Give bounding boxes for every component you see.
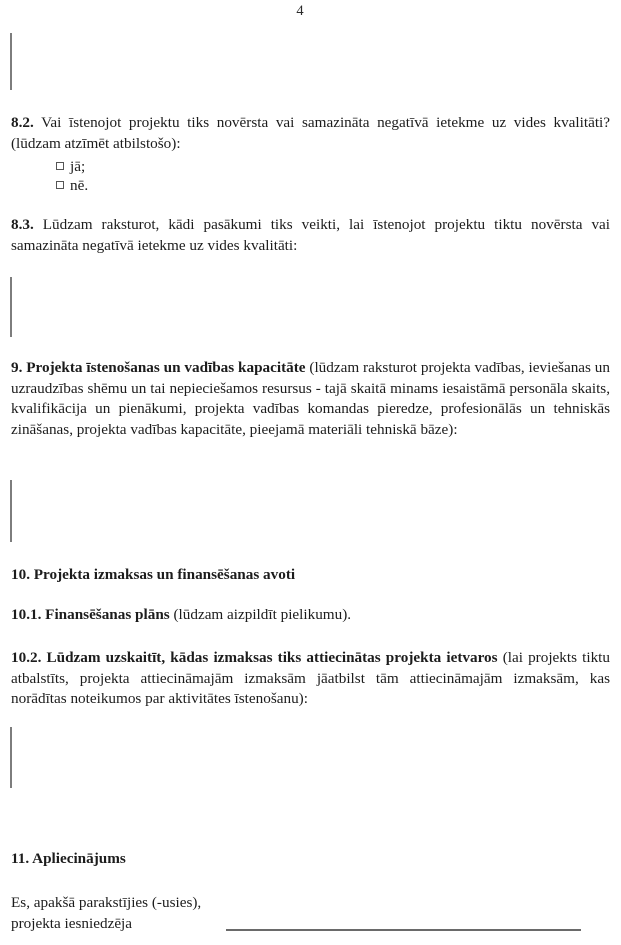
section-10-1-text [11, 605, 610, 626]
option-ja[interactable] [56, 158, 88, 177]
section-8-2-options [56, 158, 88, 195]
section-10-1-heading: 10.1. Finansēšanas plāns [11, 606, 170, 623]
section-10-2-heading: 10.2. Lūdzam uzskaitīt, kādas izmaksas tiks attiecinātas projekta ietvaros [11, 649, 498, 666]
answer-box-9[interactable] [10, 480, 12, 542]
answer-box-8-1[interactable] [10, 33, 12, 90]
answer-box-8-3[interactable] [10, 277, 12, 337]
signature-line[interactable] [226, 929, 581, 931]
option-ja-label: jā; [70, 158, 86, 175]
section-9-heading: 9. Projekta īstenošanas un vadības kapacitāte [11, 359, 306, 376]
section-11-text [11, 849, 610, 870]
declaration-line-1: Es, apakšā parakstījies (-usies), [11, 894, 202, 911]
section-8-2-body: Vai īstenojot projektu tiks novērsta vai samazināta negatīvā ietekme uz vides kvalitāti? (lūdzam atzīmēt atbilstošo): [11, 114, 610, 152]
checkbox-empty-icon[interactable] [56, 181, 64, 189]
section-10-2-text [11, 648, 610, 710]
answer-box-10-2[interactable] [10, 727, 12, 788]
section-10-heading: 10. Projekta izmaksas un finansēšanas avoti [11, 566, 296, 583]
declaration-line-2: projekta iesniedzēja [11, 915, 133, 932]
section-9-text [11, 358, 610, 440]
section-8-3-text [11, 215, 610, 256]
section-8-2-number: 8.2. [11, 114, 34, 131]
option-ne-label: nē. [70, 176, 89, 194]
section-8-3-number: 8.3. [11, 216, 34, 233]
section-11-heading: 11. Apliecinājums [11, 850, 126, 867]
section-10-text [11, 565, 610, 586]
section-8-2-text [11, 113, 610, 154]
section-9-body: (lūdzam raksturot projekta vadības, ieviešanas un uzraudzības shēmu un tai nepieciešamos resursus - tajā skaitā minams iesaistāmā personāla skaits, kvalifikācija un pienākumi, projekta vadības komandas pieredze, profesionālās un tehniskās zināšanas, projekta vadības kapacitāte, pieejamā materiāli tehniskā bāze): [11, 359, 610, 438]
page-number: 4 [296, 3, 304, 19]
section-10-2-body: (lai projekts tiktu atbalstīts, projekta attiecināmajām izmaksām jāatbilst tām attiecināmajām izmaksām, kas norādītas noteikumos par aktivitātes īstenošanu): [11, 649, 610, 707]
option-ne[interactable] [56, 177, 88, 196]
section-8-3-body: Lūdzam raksturot, kādi pasākumi tiks veikti, lai īstenojot projektu tiktu novērsta vai samazināta negatīvā ietekme uz vides kvalitāti: [11, 216, 610, 254]
checkbox-empty-icon[interactable] [56, 162, 64, 170]
section-10-1-body: (lūdzam aizpildīt pielikumu). [169, 606, 352, 623]
